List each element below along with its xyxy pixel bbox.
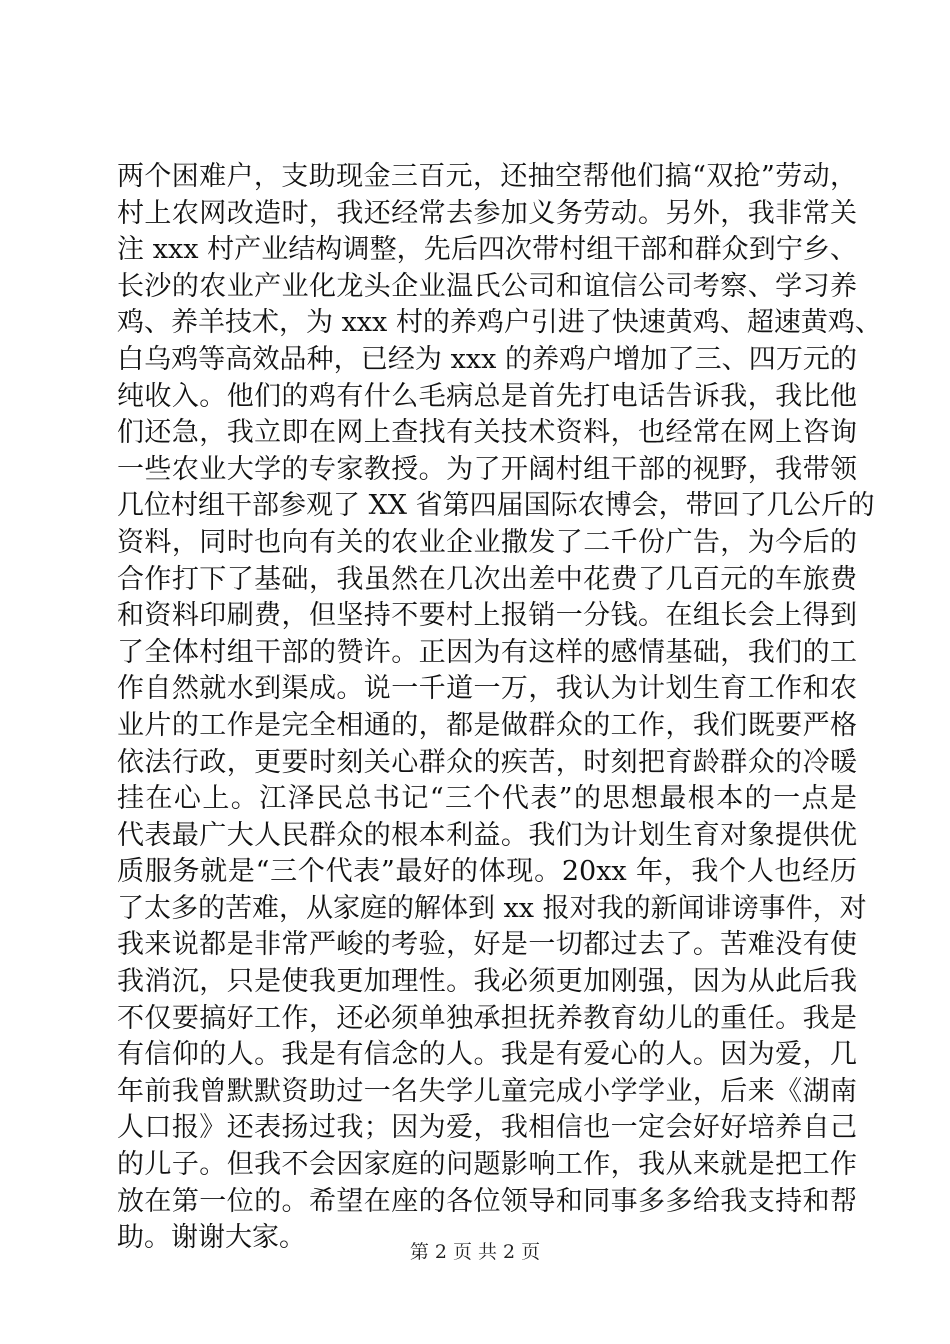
text-line: 村上农网改造时，我还经常去参加义务劳动。另外，我非常关	[117, 197, 857, 229]
text-line: 纯收入。他们的鸡有什么毛病总是首先打电话告诉我，我比他	[117, 380, 857, 412]
text-line: 白乌鸡等高效品种，已经为 xxx 的养鸡户增加了三、四万元的	[117, 343, 857, 375]
body-paragraph	[117, 159, 882, 1257]
text-line: 年前我曾默默资助过一名失学儿童完成小学学业，后来《湖南	[117, 1075, 857, 1107]
text-line: 我消沉，只是使我更加理性。我必须更加刚强，因为从此后我	[117, 966, 857, 998]
text-line: 合作打下了基础，我虽然在几次出差中花费了几百元的车旅费	[117, 563, 857, 595]
text-line: 们还急，我立即在网上查找有关技术资料，也经常在网上咨询	[117, 417, 857, 449]
text-line: 有信仰的人。我是有信念的人。我是有爱心的人。因为爱，几	[117, 1039, 857, 1071]
page-number-footer: 第 2 页 共 2 页	[409, 1241, 541, 1263]
text-line: 两个困难户，支助现金三百元，还抽空帮他们搞“双抢”劳动，	[117, 161, 857, 192]
text-line: 我来说都是非常严峻的考验，好是一切都过去了。苦难没有使	[117, 929, 857, 961]
text-line: 了全体村组干部的赞许。正因为有这样的感情基础，我们的工	[117, 636, 857, 668]
text-line: 长沙的农业产业化龙头企业温氏公司和谊信公司考察、学习养	[117, 270, 857, 302]
text-line: 了太多的苦难，从家庭的解体到 xx 报对我的新闻诽谤事件，对	[117, 892, 867, 924]
text-line: 人口报》还表扬过我；因为爱，我相信也一定会好好培养自己	[117, 1112, 857, 1144]
text-line: 资料，同时也向有关的农业企业撒发了二千份广告，为今后的	[117, 526, 857, 558]
text-line: 几位村组干部参观了 XX 省第四届国际农博会，带回了几公斤的	[117, 490, 875, 522]
text-line: 一些农业大学的专家教授。为了开阔村组干部的视野，我带领	[117, 453, 857, 485]
text-line: 鸡、养羊技术，为 xxx 村的养鸡户引进了快速黄鸡、超速黄鸡、	[117, 307, 882, 339]
text-line: 和资料印刷费，但坚持不要村上报销一分钱。在组长会上得到	[117, 600, 857, 632]
text-line: 放在第一位的。希望在座的各位领导和同事多多给我支持和帮	[117, 1185, 857, 1217]
text-line: 业片的工作是完全相通的，都是做群众的工作，我们既要严格	[117, 709, 857, 741]
text-line: 质服务就是“三个代表”最好的体现。20xx 年，我个人也经历	[117, 856, 857, 888]
text-line: 挂在心上。江泽民总书记“三个代表”的思想最根本的一点是	[117, 783, 857, 815]
text-line: 注 xxx 村产业结构调整，先后四次带村组干部和群众到宁乡、	[117, 234, 857, 266]
text-line: 作自然就水到渠成。说一千道一万，我认为计划生育工作和农	[117, 673, 857, 705]
text-line: 不仅要搞好工作，还必须单独承担抚养教育幼儿的重任。我是	[117, 1002, 857, 1034]
text-line: 助。谢谢大家。	[117, 1222, 306, 1254]
text-line: 的儿子。但我不会因家庭的问题影响工作，我从来就是把工作	[117, 1149, 857, 1181]
text-line: 依法行政，更要时刻关心群众的疾苦，时刻把育龄群众的冷暖	[117, 746, 857, 778]
text-line: 代表最广大人民群众的根本利益。我们为计划生育对象提供优	[117, 819, 857, 851]
